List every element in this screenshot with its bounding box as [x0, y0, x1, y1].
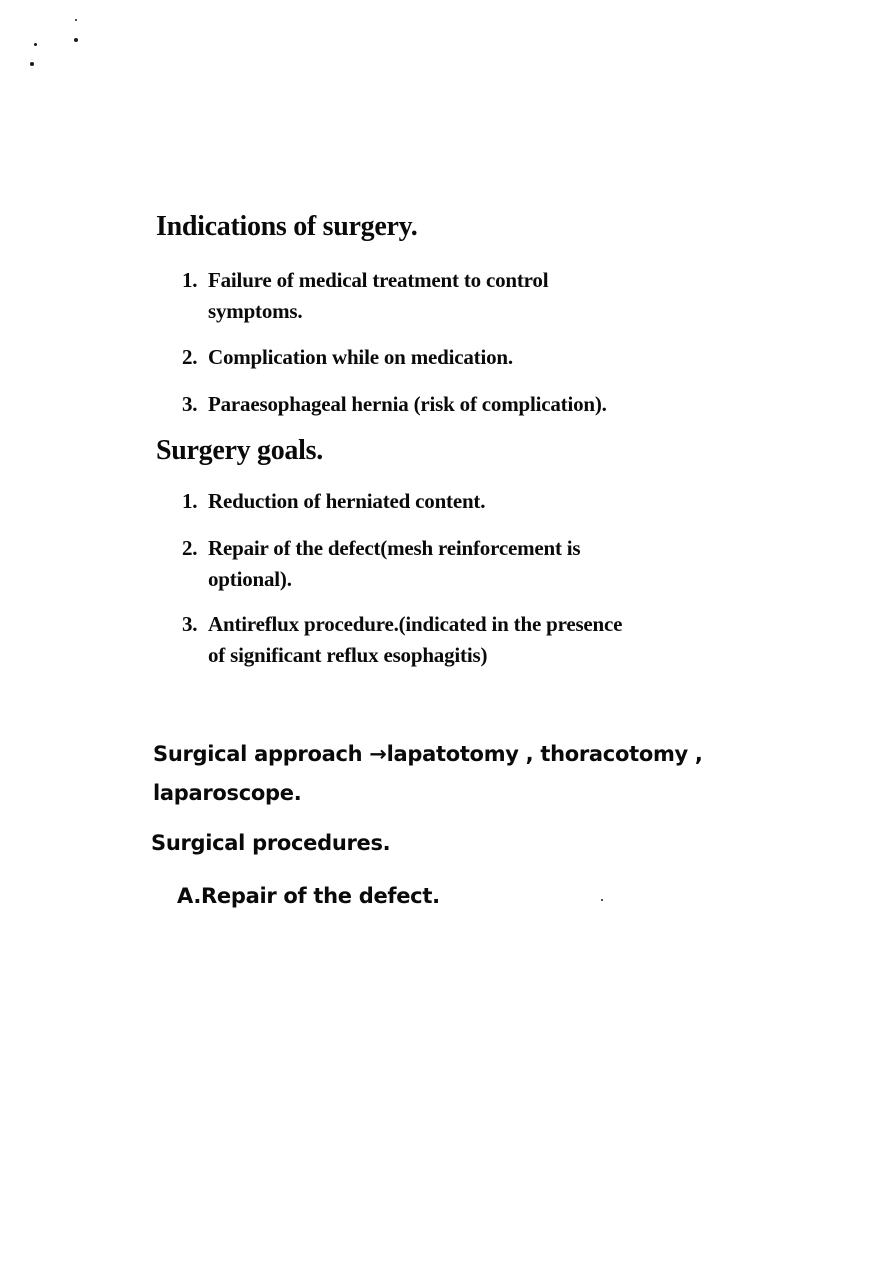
procedure-item-a	[177, 884, 440, 908]
scan-speck	[75, 19, 77, 21]
goal-item-3	[182, 609, 632, 671]
surgical-approach-line: Surgical approach →lapatotomy , thoracotomy ,	[153, 742, 703, 766]
indications-heading: Indications of surgery.	[156, 211, 418, 242]
list-text: Repair of the defect.	[201, 884, 440, 908]
indication-item-2	[182, 342, 702, 373]
goal-item-2	[182, 533, 652, 595]
indication-item-3	[182, 389, 702, 420]
list-text: Repair of the defect(mesh reinforcement is optional).	[208, 536, 581, 591]
list-number: 3.	[182, 392, 198, 416]
scan-speck	[34, 43, 37, 46]
list-letter: A.	[177, 884, 202, 908]
scan-speck	[30, 62, 34, 66]
scan-speck	[601, 899, 603, 901]
surgical-approach-continuation: laparoscope.	[153, 781, 302, 805]
procedures-heading: Surgical procedures.	[151, 831, 391, 855]
list-text: Complication while on medication.	[208, 345, 513, 369]
list-text: Antireflux procedure.(indicated in the presence of significant reflux esophagitis)	[208, 612, 623, 667]
scan-speck	[74, 38, 78, 42]
indication-item-1	[182, 265, 612, 327]
list-text: Reduction of herniated content.	[208, 489, 486, 513]
list-number: 1.	[182, 268, 198, 292]
list-number: 3.	[182, 612, 198, 636]
list-text: Failure of medical treatment to control symptoms.	[208, 268, 549, 323]
list-text: Paraesophageal hernia (risk of complication).	[208, 392, 607, 416]
list-number: 2.	[182, 536, 198, 560]
goals-heading: Surgery goals.	[156, 435, 323, 466]
goal-item-1	[182, 486, 702, 517]
list-number: 2.	[182, 345, 198, 369]
list-number: 1.	[182, 489, 198, 513]
